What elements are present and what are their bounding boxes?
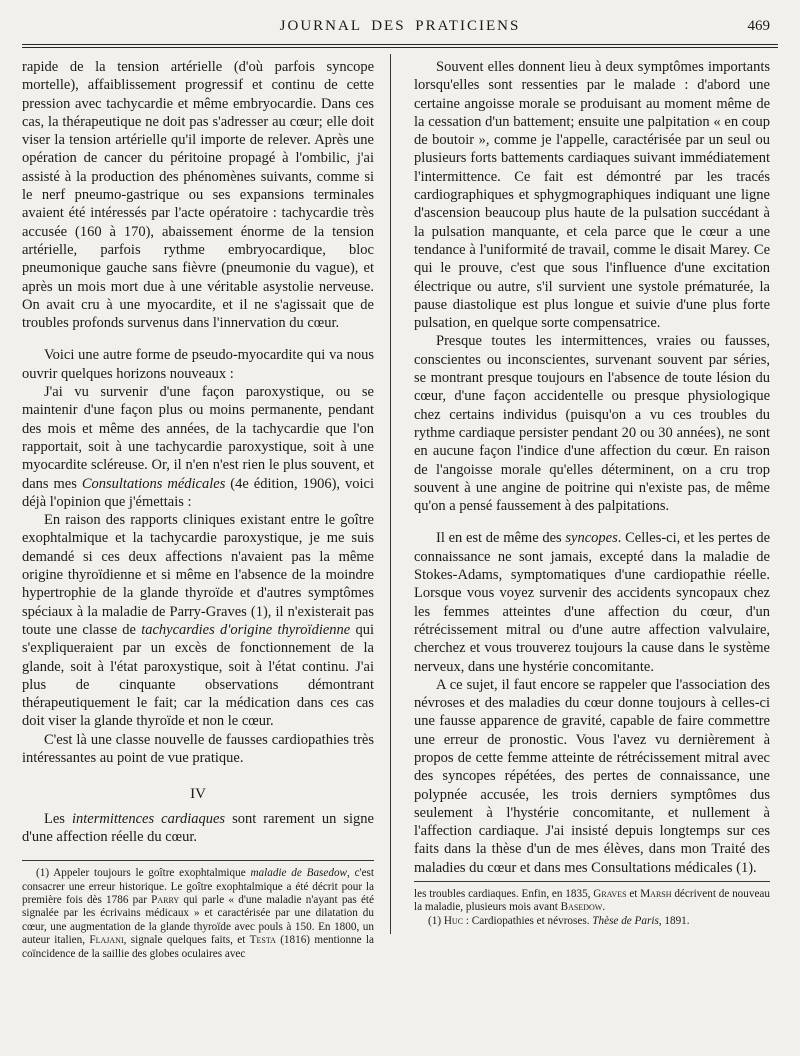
journal-title: JOURNAL DES PRATICIENS xyxy=(279,18,521,34)
text-run: : Cardiopathies et névroses. xyxy=(463,914,593,927)
author-name: Basedow xyxy=(560,901,603,914)
text-run: En raison des rapports cliniques existant entre le goître exophtalmique et la tachycardie paroxystique, je me suis demandé si ces deux affections n'avaient pas la même origine thyroïdienne et si même en l'absence de la moindre hypertrophie de la glande thyroïde et d'autres symptômes spéciaux à la maladie de Parry-Graves (1), il n'existerait pas toute une classe de xyxy=(22,512,374,638)
paragraph xyxy=(414,529,770,675)
text-run: . Celles-ci, et les pertes de connaissance ne sont jamais, excepté dans la maladie de Stokes-Adams, symptomatiques d'une cardiopathie réelle. Lorsque vous voyez survenir des accidents syncopaux chez les femmes atteintes d'une affection du cœur, d'un rétrécissement mitral ou d'une autre affection valvulaire, cherchez et vous trouverez toujours la cause dans le système nerveux, dans une hystérie concomitante. xyxy=(414,530,771,675)
text-run: sont rarement un signe d'une affection réelle du cœur. xyxy=(22,810,374,845)
text-run: J'ai vu survenir d'une façon paroxystique, ou se maintenir d'une façon plus ou moins permanente, pendant des mois et même des années, de la tachycardie que l'on rapportait, soit à une tachycardie paroxystique, soit à une myocardite scléreuse. Or, il n'en n'est rien le plus souvent, et dans mes xyxy=(22,384,374,492)
text-run: (1816) mentionne la coïncidence de la saillie des globes oculaires avec xyxy=(22,934,375,960)
paragraph xyxy=(22,511,374,731)
italic-text: maladie de Basedow xyxy=(250,867,348,880)
text-run: (4e édition, 1906), voici déjà l'opinion que j'émettais : xyxy=(22,475,374,510)
text-run: qui parle « d'une maladie n'ayant pas été signalée par les écrivains médicaux » et caractérisée par une dilatation du cœur, une augmentation de la glande thyroïde avec pouls à 150. En 1800, un auteur italien, xyxy=(22,893,374,947)
page-number: 469 xyxy=(747,18,770,34)
paragraph: Souvent elles donnent lieu à deux symptômes importants lorsqu'elles sont ressenties par le malade : d'abord une certaine angoisse morale se produisant au moment même de la cessation d'un battement; ensuite une palpitation « en coup de boutoir », comme je l'appelle, caractérisée par un seul ou plusieurs forts battements cardiaques suivant immédiatement l'intermittence. Ce fait est démontré par les tracés cardiographiques et sphygmographiques indiquant une ligne d'ascension beaucoup plus haute de la pulsation succédant à la pulsation manquante, et cela parce que le cœur a une tendance à l'uniformité de travail, comme le disait Marey. Ce qui le prouve, c'est que sous l'influence d'une excitation électrique ou autre, s'il survient une systole prématurée, la pause diastolique est plus longue et suivie d'une plus forte pulsation, en quelque sorte compensatrice. xyxy=(414,59,770,332)
paragraph xyxy=(22,383,374,511)
page-header xyxy=(22,18,778,42)
right-column xyxy=(414,58,770,928)
italic-text: syncopes xyxy=(565,530,618,547)
text-run: les troubles cardiaques. Enfin, en 1835, xyxy=(414,888,594,901)
author-name: Graves xyxy=(593,888,627,901)
text-run: qui s'expliqueraient par un excès de fonctionnement de la glande, soit à l'état paroxystique, soit à l'état continu. J'ai plus de cinquante observations démontrant thérapeutiquement le fait; car la médication dans ces cas doit viser la glande thyroïde et non le cœur. xyxy=(22,621,374,730)
text-run: , 1891. xyxy=(658,914,690,927)
footnote-rule xyxy=(414,881,770,882)
paragraph: C'est là une classe nouvelle de fausses cardiopathies très intéressantes au point de vue pratique. xyxy=(22,731,374,766)
footnote-rule xyxy=(22,860,374,861)
header-rule xyxy=(22,44,778,48)
paragraph: rapide de la tension artérielle (d'où parfois syncope mortelle), affaiblissement progressif et continu de cette pression avec tachycardie et même embryocardie. Dans ces cas, la thérapeutique ne doit pas s'adresser au cœur; elle doit viser la tension artérielle qu'il importe de relever. Après une opération de cancer du péritoine propagé à l'ombilic, j'ai assisté à la production des phénomènes suivants, comme si le nerf pneumo-gastrique ou ses expansions terminales avaient été intéressés par l'acte opératoire : tachycardie très accusée (160 à 170), abaissement énorme de la tension artérielle, parfois rythme embryocardique, bloc pneumonique gauche sans fièvre (pneumonie du vague), et après un mois mort due à une véritable asystolie nerveuse. On avait cru à une myocardite, et il ne s'agissait que de troubles profonds survenus dans l'innervation du cœur. xyxy=(22,59,374,332)
text-run: (1) xyxy=(428,914,444,927)
left-column xyxy=(22,58,374,961)
footnote xyxy=(414,888,770,928)
text-run: . xyxy=(602,901,606,914)
italic-text: Thèse de Paris xyxy=(592,914,659,927)
italic-text: tachycardies d'origine thyroïdienne xyxy=(141,621,351,638)
column-divider xyxy=(390,54,391,934)
footnote xyxy=(22,867,374,961)
author-name: Huc xyxy=(443,914,464,927)
italic-text: intermittences cardiaques xyxy=(71,810,226,827)
text-run: décrivent de nouveau la maladie, plusieurs mois avant xyxy=(414,888,770,914)
paragraph: Voici une autre forme de pseudo-myocardite qui va nous ouvrir quelques horizons nouveaux : xyxy=(22,347,374,382)
paragraph: Presque toutes les intermittences, vraies ou fausses, conscientes ou inconscientes, survenant souvent par séries, se montrant presque toujours en l'absence de toute lésion du cœur, d'une façon accidentelle ou presque physiologique chez certains individus (puisqu'on a vu ces troubles du rythme cardiaque persister pendant 20 ou 30 années), ne sont en aucune façon l'indice d'une affection du cœur. En raison de l'angoisse morale qu'elles déterminent, on a cru trop souvent à une angine de poitrine qui n'existe pas, de même qu'on a pensé faussement à des palpitations. xyxy=(414,333,770,515)
author-name: Marsh xyxy=(640,888,672,901)
author-name: Testa xyxy=(249,934,276,947)
italic-text: Consultations médicales xyxy=(81,475,226,492)
text-run: (1) Appeler toujours le goître exophtalmique xyxy=(36,867,251,880)
text-run: , signale quelques faits, et xyxy=(123,934,250,947)
text-run: et xyxy=(626,888,641,901)
text-run: Les xyxy=(44,810,72,827)
section-number: IV xyxy=(190,786,206,803)
paragraph: A ce sujet, il faut encore se rappeler que l'association des névroses et des maladies du cœur donne toujours à celles-ci une fausse apparence de gravité, capable de faire commettre une erreur de pronostic. Vous l'avez vu dernièrement à propos de cette femme atteinte de rétrécissement mitral avec des syncopes répétées, des pertes de connaissance, une polypnée accusée, les trois derniers symptômes dus seulement à l'hystérie concomitante, et nullement à l'affection cardiaque. J'ai insisté depuis longtemps sur ces faits dans la thèse d'un de mes élèves, dans mon Traité des maladies du cœur et dans mes Consultations médicales (1). xyxy=(414,676,770,876)
author-name: Flajani xyxy=(89,934,124,947)
paragraph xyxy=(22,810,374,847)
text-run: Il en est de même des xyxy=(436,530,566,547)
author-name: Parry xyxy=(151,893,180,906)
text-run: , c'est consacrer une erreur historique. Le goître exophtalmique a été décrit pour la première fois dès 1786 par xyxy=(22,867,374,906)
